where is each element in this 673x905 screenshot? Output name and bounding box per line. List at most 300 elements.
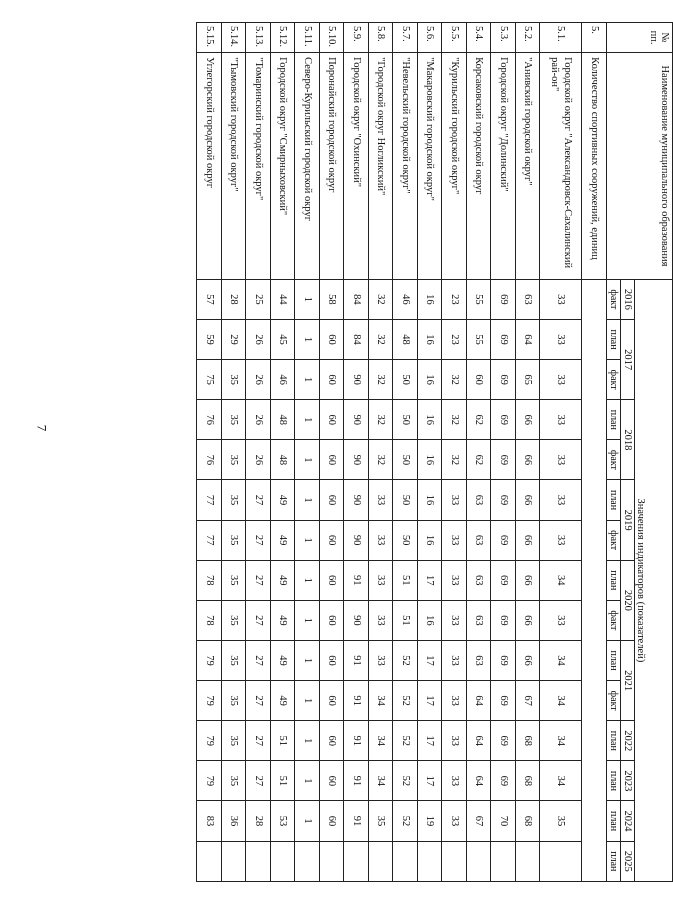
table-row xyxy=(467,23,492,882)
empty-cell xyxy=(540,841,582,881)
header-name: Наименование муниципального образования xyxy=(607,53,673,280)
empty-cell xyxy=(369,841,394,881)
value-cell: 33 xyxy=(369,560,394,600)
value-cell: 27 xyxy=(246,640,271,680)
value-cell: 33 xyxy=(540,480,582,520)
row-name: "Макаровский городской округ" xyxy=(418,53,443,280)
value-cell: 46 xyxy=(271,360,296,400)
value-cell: 66 xyxy=(516,480,541,520)
plan-header: план xyxy=(607,761,621,801)
row-name: Корсаковский городской округ xyxy=(467,53,492,280)
row-num: 5.1. xyxy=(540,23,582,53)
value-cell: 51 xyxy=(271,761,296,801)
rotated-table-wrapper xyxy=(108,22,673,882)
indicators-table xyxy=(197,22,673,882)
value-cell: 69 xyxy=(491,360,516,400)
value-cell: 28 xyxy=(222,279,247,319)
value-cell: 91 xyxy=(344,801,369,841)
value-cell: 33 xyxy=(442,640,467,680)
value-cell: 67 xyxy=(467,801,492,841)
value-cell: 66 xyxy=(516,400,541,440)
row-num: 5.2. xyxy=(516,23,541,53)
value-cell: 17 xyxy=(418,560,443,600)
value-cell: 60 xyxy=(320,520,345,560)
value-cell: 68 xyxy=(516,801,541,841)
value-cell: 60 xyxy=(320,440,345,480)
fact-header: факт xyxy=(607,520,621,560)
value-cell: 67 xyxy=(516,681,541,721)
value-cell: 1 xyxy=(295,801,320,841)
value-cell: 35 xyxy=(222,360,247,400)
value-cell: 63 xyxy=(516,279,541,319)
value-cell: 60 xyxy=(320,600,345,640)
value-cell: 33 xyxy=(369,640,394,680)
value-cell: 1 xyxy=(295,761,320,801)
year-header: 2024 xyxy=(621,801,635,841)
plan-header: план xyxy=(607,721,621,761)
value-cell: 77 xyxy=(197,520,222,560)
value-cell: 91 xyxy=(344,560,369,600)
value-cell: 34 xyxy=(369,681,394,721)
row-num: 5.10. xyxy=(320,23,345,53)
row-num: 5.7. xyxy=(393,23,418,53)
value-cell: 90 xyxy=(344,480,369,520)
value-cell: 49 xyxy=(271,480,296,520)
value-cell: 79 xyxy=(197,721,222,761)
value-cell: 60 xyxy=(320,640,345,680)
value-cell: 62 xyxy=(467,400,492,440)
table-row xyxy=(491,23,516,882)
value-cell: 34 xyxy=(540,560,582,600)
value-cell: 69 xyxy=(491,600,516,640)
value-cell: 34 xyxy=(369,721,394,761)
value-cell: 69 xyxy=(491,721,516,761)
value-cell: 49 xyxy=(271,681,296,721)
empty-cell xyxy=(344,841,369,881)
value-cell: 34 xyxy=(369,761,394,801)
table-row xyxy=(540,23,582,882)
row-num: 5.6. xyxy=(418,23,443,53)
value-cell: 64 xyxy=(467,721,492,761)
value-cell: 1 xyxy=(295,319,320,359)
value-cell: 35 xyxy=(222,440,247,480)
value-cell: 78 xyxy=(197,600,222,640)
value-cell: 91 xyxy=(344,761,369,801)
value-cell: 1 xyxy=(295,400,320,440)
value-cell: 32 xyxy=(442,360,467,400)
value-cell: 79 xyxy=(197,681,222,721)
value-cell: 69 xyxy=(491,761,516,801)
value-cell: 66 xyxy=(516,640,541,680)
value-cell: 49 xyxy=(271,640,296,680)
value-cell: 52 xyxy=(393,681,418,721)
value-cell: 32 xyxy=(369,319,394,359)
value-cell: 33 xyxy=(442,480,467,520)
value-cell: 33 xyxy=(442,721,467,761)
value-cell: 62 xyxy=(467,440,492,480)
value-cell: 51 xyxy=(393,560,418,600)
value-cell: 83 xyxy=(197,801,222,841)
year-header: 2021 xyxy=(621,640,635,720)
row-num: 5.11. xyxy=(295,23,320,53)
value-cell: 66 xyxy=(516,560,541,600)
header-indicators: Значения индикаторов (показателей) xyxy=(635,279,673,881)
value-cell: 65 xyxy=(516,360,541,400)
value-cell: 68 xyxy=(516,721,541,761)
value-cell: 57 xyxy=(197,279,222,319)
row-name: Городской округ "Александровск-Сахалинский рай-он" xyxy=(540,53,582,280)
value-cell: 76 xyxy=(197,400,222,440)
value-cell: 28 xyxy=(246,801,271,841)
value-cell: 35 xyxy=(222,681,247,721)
value-cell: 35 xyxy=(222,721,247,761)
value-cell: 69 xyxy=(491,279,516,319)
value-cell: 63 xyxy=(467,600,492,640)
value-cell: 16 xyxy=(418,400,443,440)
value-cell: 48 xyxy=(271,400,296,440)
value-cell: 90 xyxy=(344,440,369,480)
table-row xyxy=(197,23,222,882)
value-cell: 1 xyxy=(295,600,320,640)
value-cell: 63 xyxy=(467,520,492,560)
value-cell: 51 xyxy=(393,600,418,640)
empty-cell xyxy=(320,841,345,881)
value-cell: 70 xyxy=(491,801,516,841)
value-cell: 35 xyxy=(222,640,247,680)
value-cell: 33 xyxy=(540,520,582,560)
row-num: 5.13. xyxy=(246,23,271,53)
value-cell: 60 xyxy=(320,681,345,721)
row-name: Поронайский городской округ xyxy=(320,53,345,280)
empty-cell xyxy=(491,841,516,881)
value-cell: 27 xyxy=(246,761,271,801)
value-cell: 50 xyxy=(393,520,418,560)
value-cell: 16 xyxy=(418,319,443,359)
row-name: "Анивский городской округ" xyxy=(516,53,541,280)
value-cell: 52 xyxy=(393,801,418,841)
value-cell: 64 xyxy=(467,761,492,801)
value-cell: 91 xyxy=(344,640,369,680)
value-cell: 69 xyxy=(491,681,516,721)
table-row xyxy=(246,23,271,882)
value-cell: 51 xyxy=(271,721,296,761)
value-cell: 1 xyxy=(295,560,320,600)
value-cell: 32 xyxy=(442,440,467,480)
value-cell: 33 xyxy=(540,319,582,359)
value-cell: 33 xyxy=(442,801,467,841)
value-cell: 35 xyxy=(222,400,247,440)
value-cell: 27 xyxy=(246,560,271,600)
value-cell: 26 xyxy=(246,440,271,480)
table-row xyxy=(222,23,247,882)
plan-header: план xyxy=(607,480,621,520)
header-num: № пп. xyxy=(607,23,673,53)
value-cell: 1 xyxy=(295,721,320,761)
plan-header: план xyxy=(607,640,621,680)
empty-cell xyxy=(467,841,492,881)
empty-cell xyxy=(442,841,467,881)
value-cell: 33 xyxy=(540,440,582,480)
table-row xyxy=(393,23,418,882)
fact-header: факт xyxy=(607,681,621,721)
value-cell: 66 xyxy=(516,600,541,640)
value-cell: 1 xyxy=(295,279,320,319)
row-name: "Невельский городской округ" xyxy=(393,53,418,280)
value-cell: 60 xyxy=(320,480,345,520)
value-cell: 69 xyxy=(491,319,516,359)
value-cell: 50 xyxy=(393,480,418,520)
value-cell: 27 xyxy=(246,721,271,761)
value-cell: 90 xyxy=(344,360,369,400)
value-cell: 17 xyxy=(418,721,443,761)
value-cell: 32 xyxy=(369,360,394,400)
value-cell: 48 xyxy=(393,319,418,359)
value-cell: 1 xyxy=(295,681,320,721)
value-cell: 46 xyxy=(393,279,418,319)
value-cell: 49 xyxy=(271,600,296,640)
row-name: "Курильский городской округ" xyxy=(442,53,467,280)
row-name: Углегорский городской округ xyxy=(197,53,222,280)
value-cell: 1 xyxy=(295,440,320,480)
fact-header: факт xyxy=(607,600,621,640)
value-cell: 17 xyxy=(418,681,443,721)
value-cell: 66 xyxy=(516,520,541,560)
year-header: 2016 xyxy=(621,279,635,319)
section-title: Количество спортивных сооружений, единиц xyxy=(582,53,607,280)
value-cell: 76 xyxy=(197,440,222,480)
row-name: "Городской округ Ногликский" xyxy=(369,53,394,280)
value-cell: 33 xyxy=(540,279,582,319)
value-cell: 69 xyxy=(491,560,516,600)
value-cell: 29 xyxy=(222,319,247,359)
value-cell: 84 xyxy=(344,319,369,359)
value-cell: 33 xyxy=(442,560,467,600)
value-cell: 60 xyxy=(467,360,492,400)
value-cell: 33 xyxy=(442,681,467,721)
table-row xyxy=(418,23,443,882)
year-header: 2023 xyxy=(621,761,635,801)
row-name: Городской округ "Смирныховский" xyxy=(271,53,296,280)
value-cell: 34 xyxy=(540,761,582,801)
value-cell: 91 xyxy=(344,681,369,721)
value-cell: 23 xyxy=(442,279,467,319)
value-cell: 17 xyxy=(418,640,443,680)
value-cell: 69 xyxy=(491,400,516,440)
value-cell: 36 xyxy=(222,801,247,841)
value-cell: 63 xyxy=(467,560,492,600)
value-cell: 35 xyxy=(222,480,247,520)
value-cell: 64 xyxy=(467,681,492,721)
value-cell: 32 xyxy=(369,440,394,480)
value-cell: 55 xyxy=(467,279,492,319)
value-cell: 33 xyxy=(369,480,394,520)
value-cell: 35 xyxy=(222,560,247,600)
plan-header: план xyxy=(607,400,621,440)
value-cell: 33 xyxy=(540,600,582,640)
row-num: 5.5. xyxy=(442,23,467,53)
section-empty xyxy=(582,279,607,881)
value-cell: 27 xyxy=(246,600,271,640)
value-cell: 27 xyxy=(246,681,271,721)
year-header: 2022 xyxy=(621,721,635,761)
plan-header: план xyxy=(607,801,621,841)
value-cell: 52 xyxy=(393,721,418,761)
table-row xyxy=(295,23,320,882)
value-cell: 44 xyxy=(271,279,296,319)
value-cell: 26 xyxy=(246,319,271,359)
value-cell: 66 xyxy=(516,440,541,480)
value-cell: 17 xyxy=(418,761,443,801)
value-cell: 77 xyxy=(197,480,222,520)
value-cell: 23 xyxy=(442,319,467,359)
plan-header: план xyxy=(607,319,621,359)
value-cell: 16 xyxy=(418,520,443,560)
value-cell: 49 xyxy=(271,520,296,560)
fact-header: факт xyxy=(607,360,621,400)
value-cell: 60 xyxy=(320,319,345,359)
value-cell: 32 xyxy=(369,400,394,440)
row-num: 5.12. xyxy=(271,23,296,53)
value-cell: 69 xyxy=(491,640,516,680)
value-cell: 1 xyxy=(295,640,320,680)
value-cell: 19 xyxy=(418,801,443,841)
value-cell: 63 xyxy=(467,640,492,680)
value-cell: 1 xyxy=(295,480,320,520)
table-row xyxy=(320,23,345,882)
value-cell: 35 xyxy=(222,520,247,560)
value-cell: 27 xyxy=(246,480,271,520)
value-cell: 90 xyxy=(344,520,369,560)
value-cell: 48 xyxy=(271,440,296,480)
table-row xyxy=(516,23,541,882)
empty-cell xyxy=(516,841,541,881)
value-cell: 16 xyxy=(418,360,443,400)
value-cell: 58 xyxy=(320,279,345,319)
row-name: "Томаринский городской округ" xyxy=(246,53,271,280)
value-cell: 79 xyxy=(197,761,222,801)
year-header: 2019 xyxy=(621,480,635,560)
row-name: Городской округ "Долинский" xyxy=(491,53,516,280)
section-row xyxy=(582,23,607,882)
value-cell: 34 xyxy=(540,681,582,721)
value-cell: 60 xyxy=(320,761,345,801)
value-cell: 69 xyxy=(491,440,516,480)
row-num: 5.15. xyxy=(197,23,222,53)
value-cell: 64 xyxy=(516,319,541,359)
value-cell: 90 xyxy=(344,400,369,440)
value-cell: 33 xyxy=(369,600,394,640)
value-cell: 25 xyxy=(246,279,271,319)
value-cell: 26 xyxy=(246,400,271,440)
year-header: 2020 xyxy=(621,560,635,640)
year-header: 2025 xyxy=(621,841,635,881)
value-cell: 1 xyxy=(295,360,320,400)
row-name: Северо-Курильский городской округ xyxy=(295,53,320,280)
value-cell: 27 xyxy=(246,520,271,560)
fact-header: факт xyxy=(607,279,621,319)
value-cell: 60 xyxy=(320,400,345,440)
row-num: 5.3. xyxy=(491,23,516,53)
value-cell: 33 xyxy=(442,761,467,801)
value-cell: 49 xyxy=(271,560,296,600)
empty-cell xyxy=(418,841,443,881)
value-cell: 50 xyxy=(393,440,418,480)
value-cell: 84 xyxy=(344,279,369,319)
value-cell: 69 xyxy=(491,520,516,560)
value-cell: 35 xyxy=(222,600,247,640)
value-cell: 33 xyxy=(442,520,467,560)
value-cell: 75 xyxy=(197,360,222,400)
value-cell: 60 xyxy=(320,560,345,600)
value-cell: 60 xyxy=(320,360,345,400)
value-cell: 91 xyxy=(344,721,369,761)
empty-cell xyxy=(295,841,320,881)
year-header: 2018 xyxy=(621,400,635,480)
row-name: Городской округ "Охинский" xyxy=(344,53,369,280)
value-cell: 79 xyxy=(197,640,222,680)
table-body xyxy=(197,23,607,882)
value-cell: 32 xyxy=(442,400,467,440)
value-cell: 33 xyxy=(369,520,394,560)
value-cell: 16 xyxy=(418,600,443,640)
value-cell: 78 xyxy=(197,560,222,600)
empty-cell xyxy=(222,841,247,881)
empty-cell xyxy=(246,841,271,881)
section-num: 5. xyxy=(582,23,607,53)
table-row xyxy=(344,23,369,882)
value-cell: 63 xyxy=(467,480,492,520)
value-cell: 52 xyxy=(393,761,418,801)
fact-header: факт xyxy=(607,440,621,480)
value-cell: 35 xyxy=(540,801,582,841)
value-cell: 90 xyxy=(344,600,369,640)
table-row xyxy=(442,23,467,882)
empty-cell xyxy=(393,841,418,881)
plan-header: план xyxy=(607,560,621,600)
row-num: 5.4. xyxy=(467,23,492,53)
value-cell: 52 xyxy=(393,640,418,680)
value-cell: 60 xyxy=(320,801,345,841)
value-cell: 34 xyxy=(540,640,582,680)
value-cell: 34 xyxy=(540,721,582,761)
value-cell: 69 xyxy=(491,480,516,520)
empty-cell xyxy=(271,841,296,881)
value-cell: 68 xyxy=(516,761,541,801)
value-cell: 33 xyxy=(540,360,582,400)
value-cell: 1 xyxy=(295,520,320,560)
value-cell: 16 xyxy=(418,480,443,520)
value-cell: 45 xyxy=(271,319,296,359)
empty-cell xyxy=(197,841,222,881)
row-num: 5.9. xyxy=(344,23,369,53)
year-header: 2017 xyxy=(621,319,635,399)
value-cell: 50 xyxy=(393,360,418,400)
value-cell: 35 xyxy=(369,801,394,841)
value-cell: 59 xyxy=(197,319,222,359)
value-cell: 32 xyxy=(369,279,394,319)
row-name: "Тымовский городской округ" xyxy=(222,53,247,280)
value-cell: 16 xyxy=(418,279,443,319)
plan-header: план xyxy=(607,841,621,881)
value-cell: 33 xyxy=(540,400,582,440)
row-num: 5.8. xyxy=(369,23,394,53)
value-cell: 60 xyxy=(320,721,345,761)
value-cell: 35 xyxy=(222,761,247,801)
value-cell: 50 xyxy=(393,400,418,440)
value-cell: 26 xyxy=(246,360,271,400)
value-cell: 55 xyxy=(467,319,492,359)
value-cell: 33 xyxy=(442,600,467,640)
